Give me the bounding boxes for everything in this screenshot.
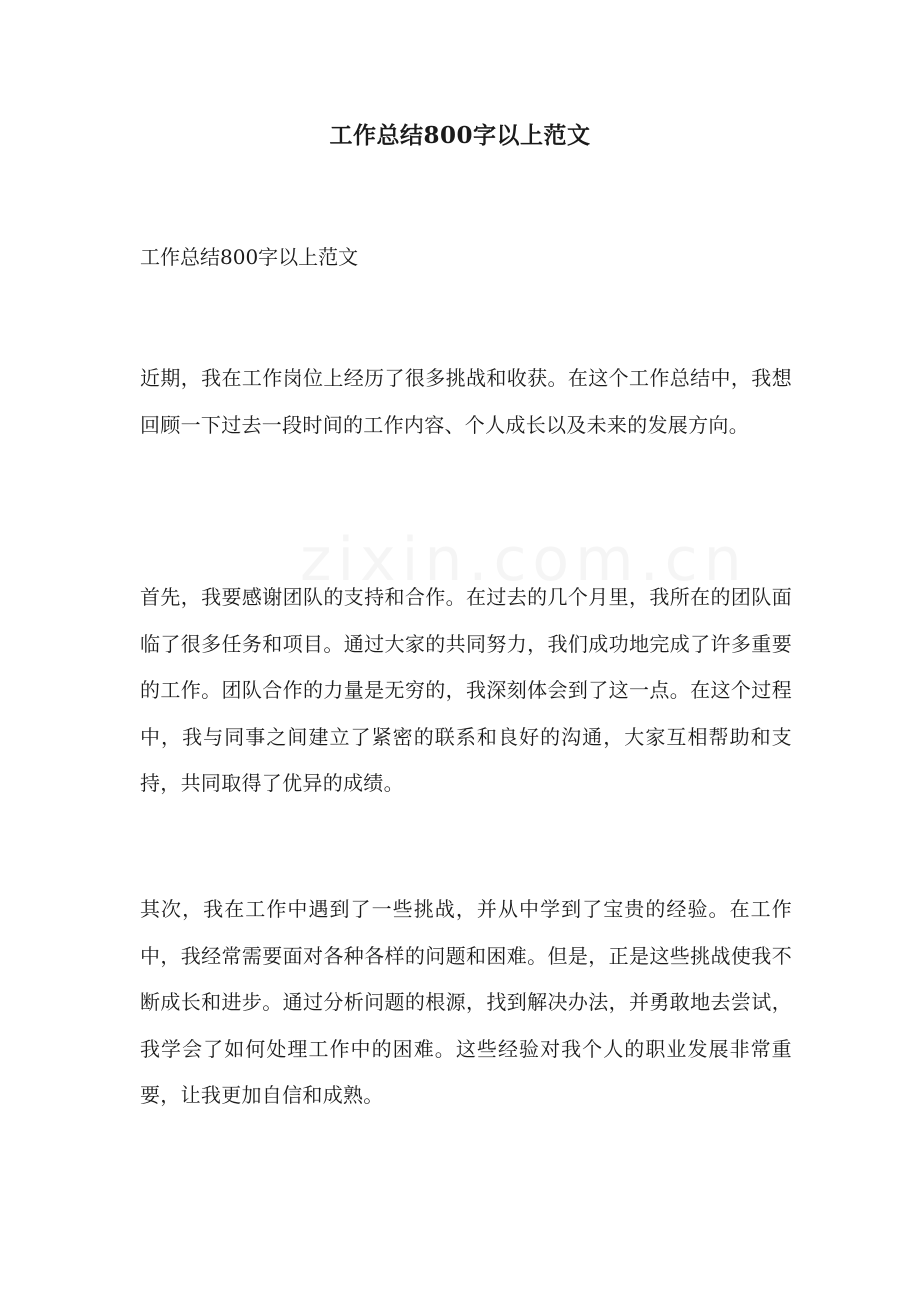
page-title: 工作总结800字以上范文	[329, 122, 591, 149]
paragraph-challenges: 其次，我在工作中遇到了一些挑战，并从中学到了宝贵的经验。在工作中，我经常需要面对各种各样的问题和困难。但是，正是这些挑战使我不断成长和进步。通过分析问题的根源，找到解决办法，并勇敢地去尝试，我学会了如何处理工作中的困难。这些经验对我个人的职业发展非常重要，让我更加自信和成熟。	[140, 897, 792, 1107]
paragraph-intro: 近期，我在工作岗位上经历了很多挑战和收获。在这个工作总结中，我想回顾一下过去一段时间的工作内容、个人成长以及未来的发展方向。	[140, 366, 792, 437]
paragraph-teamwork: 首先，我要感谢团队的支持和合作。在过去的几个月里，我所在的团队面临了很多任务和项目。通过大家的共同努力，我们成功地完成了许多重要的工作。团队合作的力量是无穷的，我深刻体会到了这一点。在这个过程中，我与同事之间建立了紧密的联系和良好的沟通，大家互相帮助和支持，共同取得了优异的成绩。	[140, 585, 792, 795]
document-subtitle: 工作总结800字以上范文	[140, 245, 359, 269]
watermark: zixin.com.cn	[300, 525, 748, 595]
